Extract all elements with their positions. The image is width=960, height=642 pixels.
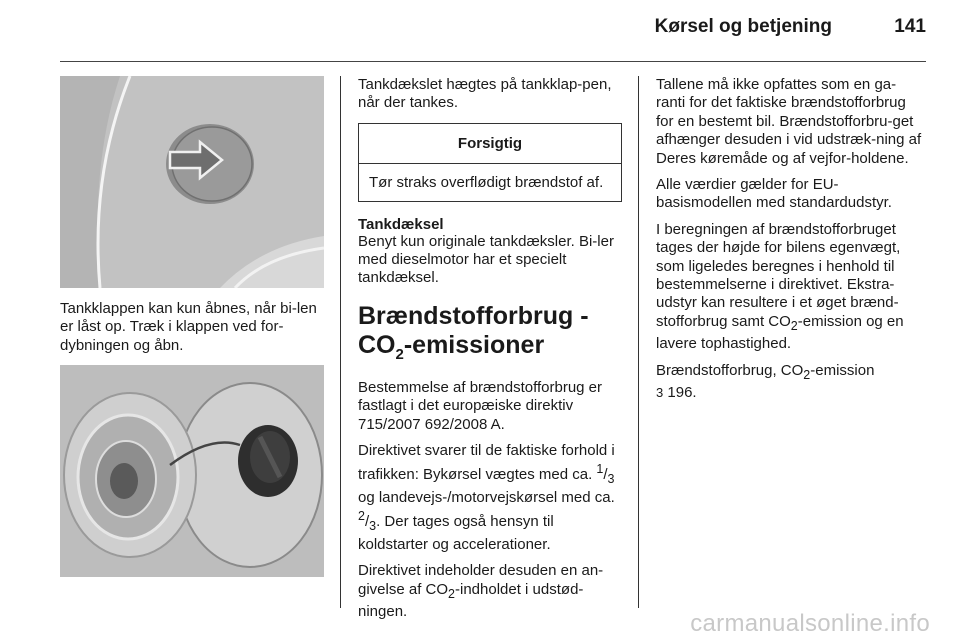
tankdaeksel-text: Benyt kun originale tankdæksler. Bi-ler med dieselmotor har et specielt tankdæksel.	[358, 232, 614, 287]
calculation-paragraph: I beregningen af brændstofforbruget tages der højde for bilens egenvægt, som ligeledes beregnes i henhold til bestemmelserne i direktivet. Ekstra-udstyr kan resultere i et øget brænd-stofforbrug samt $CO_2$-emission og en lavere tophastighed.	[656, 220, 904, 353]
directive-paragraph: Bestemmelse af brændstofforbrug er fastlagt i det europæiske direktiv 715/2007 692/2008 A.	[358, 378, 603, 433]
fuel-flap-caption: Tankklappen kan kun åbnes, når bi-len er låst op. Træk i klappen ved for-dybningen og åbn.	[60, 300, 317, 354]
column-divider	[340, 76, 341, 608]
column-divider	[638, 76, 639, 608]
caution-text: Tør straks overflødigt brændstof af.	[369, 174, 604, 192]
fuel-flap-illustration	[60, 76, 324, 288]
tankdaeksel-heading: Tankdæksel	[358, 215, 444, 233]
caution-title: Forsigtig	[359, 124, 621, 164]
section-heading: Brændstofforbrug - $CO_2$-emissioner	[358, 301, 589, 363]
fuel-cap-illustration	[60, 365, 324, 577]
column-2	[358, 76, 622, 629]
co2-paragraph: Direktivet indeholder desuden en an-givelse af $CO_2$-indholdet i udstød-ningen.	[358, 562, 604, 620]
column-3	[656, 76, 924, 411]
watermark: carmanualsonline.info	[690, 610, 930, 637]
page-title: Kørsel og betjening	[654, 16, 832, 37]
intro-text: Tankdækslet hægtes på tankklap-pen, når der tankes.	[358, 76, 612, 112]
page-header	[0, 0, 960, 62]
page-reference-link[interactable]: 196.	[663, 384, 697, 402]
header-rule	[60, 61, 926, 62]
page-number: 141	[894, 16, 926, 37]
eu-values-paragraph: Alle værdier gælder for EU-basismodellen med standardudstyr.	[656, 176, 892, 212]
guarantee-paragraph: Tallene må ikke opfattes som en ga-ranti for det faktiske brændstofforbrug for en bestemt bil. Brændstofforbru-get afhænger desuden i vid udstræk-ning af Deres køremåde og af vejfor-holdene.	[656, 76, 922, 167]
caution-box	[358, 123, 622, 202]
page-reference-arrow-icon: 3	[656, 385, 664, 401]
weighting-paragraph: Direktivet svarer til de faktiske forhold i trafikken: Bykørsel vægtes med ca. $^1/_3$ og landevejs-/motorvejskørsel med ca. $^2/_3$. Der tages også hensyn til koldstarter og accelerationer.	[358, 442, 615, 553]
column-1	[60, 76, 324, 577]
reference-paragraph: Brændstofforbrug, $CO_2$-emission 3 196.	[656, 361, 875, 402]
